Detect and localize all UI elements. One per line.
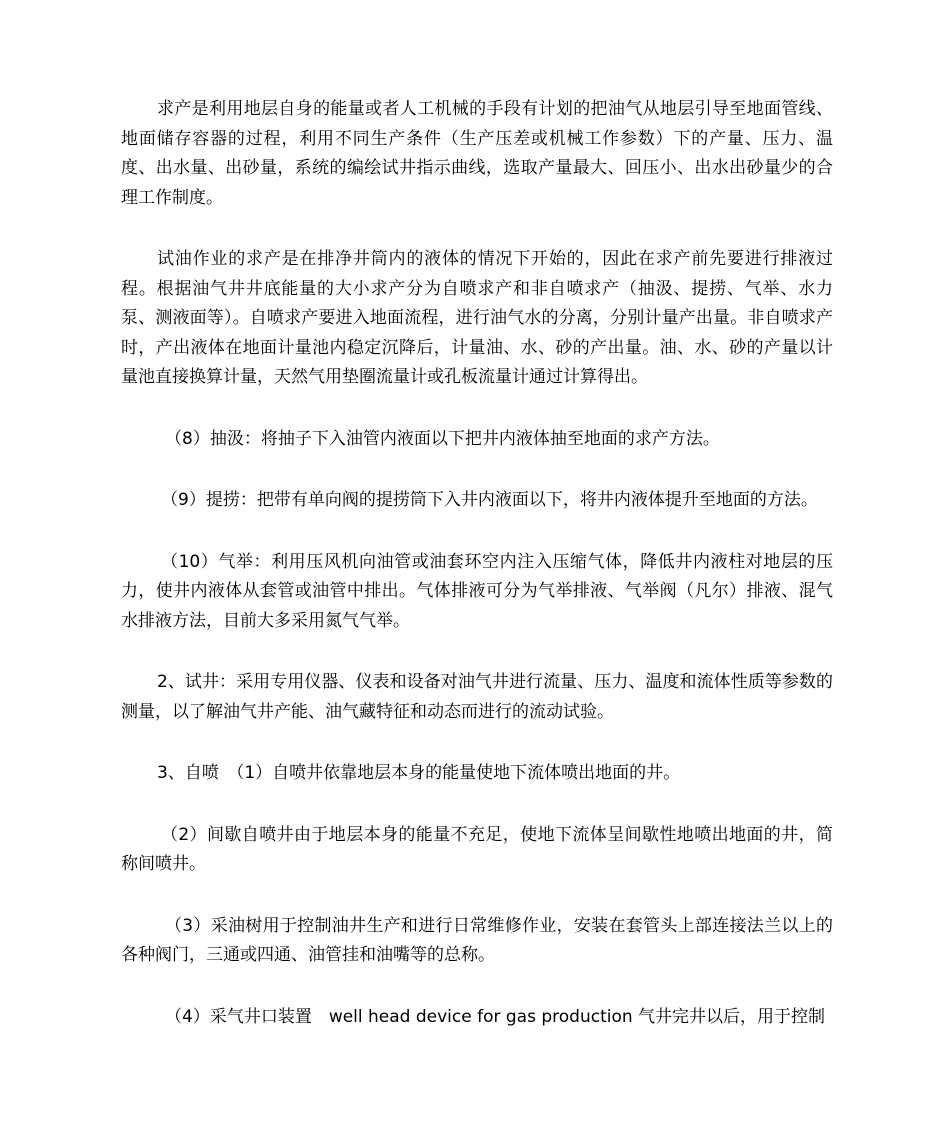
paragraph-oil-test-production: 试油作业的求产是在排净井筒内的液体的情况下开始的，因此在求产前先要进行排液过程。根据油气井井底能量的大小求产分为自喷求产和非自喷求产（抽汲、提捞、气举、水力泵、测液面等）。自喷求产要进入地面流程，进行油气水的分离，分别计量产出量。非自喷求产时，产出液体在地面计量池内稳定沉降后，计量油、水、砂的产出量。油、水、砂的产量以计量池直接换算计量，天然气用垫圈流量计或孔板流量计通过计算得出。 [121, 249, 833, 387]
paragraph-production-test-definition: 求产是利用地层自身的能量或者人工机械的手段有计划的把油气从地层引导至地面管线、地面储存容器的过程，利用不同生产条件（生产压差或机械工作参数）下的产量、压力、温度、出水量、出砂量，系统的编绘试井指示曲线，选取产量最大、回压小、出水出砂量少的合理工作制度。 [121, 99, 833, 208]
paragraph-well-testing: 2、试井：采用专用仪器、仪表和设备对油气井进行流量、压力、温度和流体性质等参数的测量，以了解油气井产能、油气藏特征和动态而进行的流动试验。 [121, 672, 833, 722]
paragraph-christmas-tree: （3）采油树用于控制油井生产和进行日常维修作业，安装在套管头上部连接法兰以上的各种阀门，三通或四通、油管挂和油嘴等的总称。 [121, 915, 833, 965]
paragraph-gas-lift: （10）气举：利用压风机向油管或油套环空内注入压缩气体，降低井内液柱对地层的压力，使井内液体从套管或油管中排出。气体排液可分为气举排液、气举阀（凡尔）排液、混气水排液方法，目前大多采用氮气气举。 [121, 551, 833, 631]
paragraph-gas-wellhead-device: （4）采气井口装置 well head device for gas production 气井完井以后，用于控制 [165, 1006, 826, 1027]
paragraph-intermittent-flowing-well: （2）间歇自喷井由于地层本身的能量不充足，使地下流体呈间歇性地喷出地面的井，简称间喷井。 [121, 824, 833, 874]
document-body [121, 95, 833, 1064]
paragraph-swabbing: （8）抽汲：将抽子下入油管内液面以下把井内液体抽至地面的求产方法。 [165, 428, 720, 449]
paragraph-flowing-well: 3、自喷 （1）自喷井依靠地层本身的能量使地下流体喷出地面的井。 [157, 763, 681, 783]
paragraph-bailing: （9）提捞：把带有单向阀的提捞筒下入井内液面以下，将井内液体提升至地面的方法。 [161, 490, 818, 510]
